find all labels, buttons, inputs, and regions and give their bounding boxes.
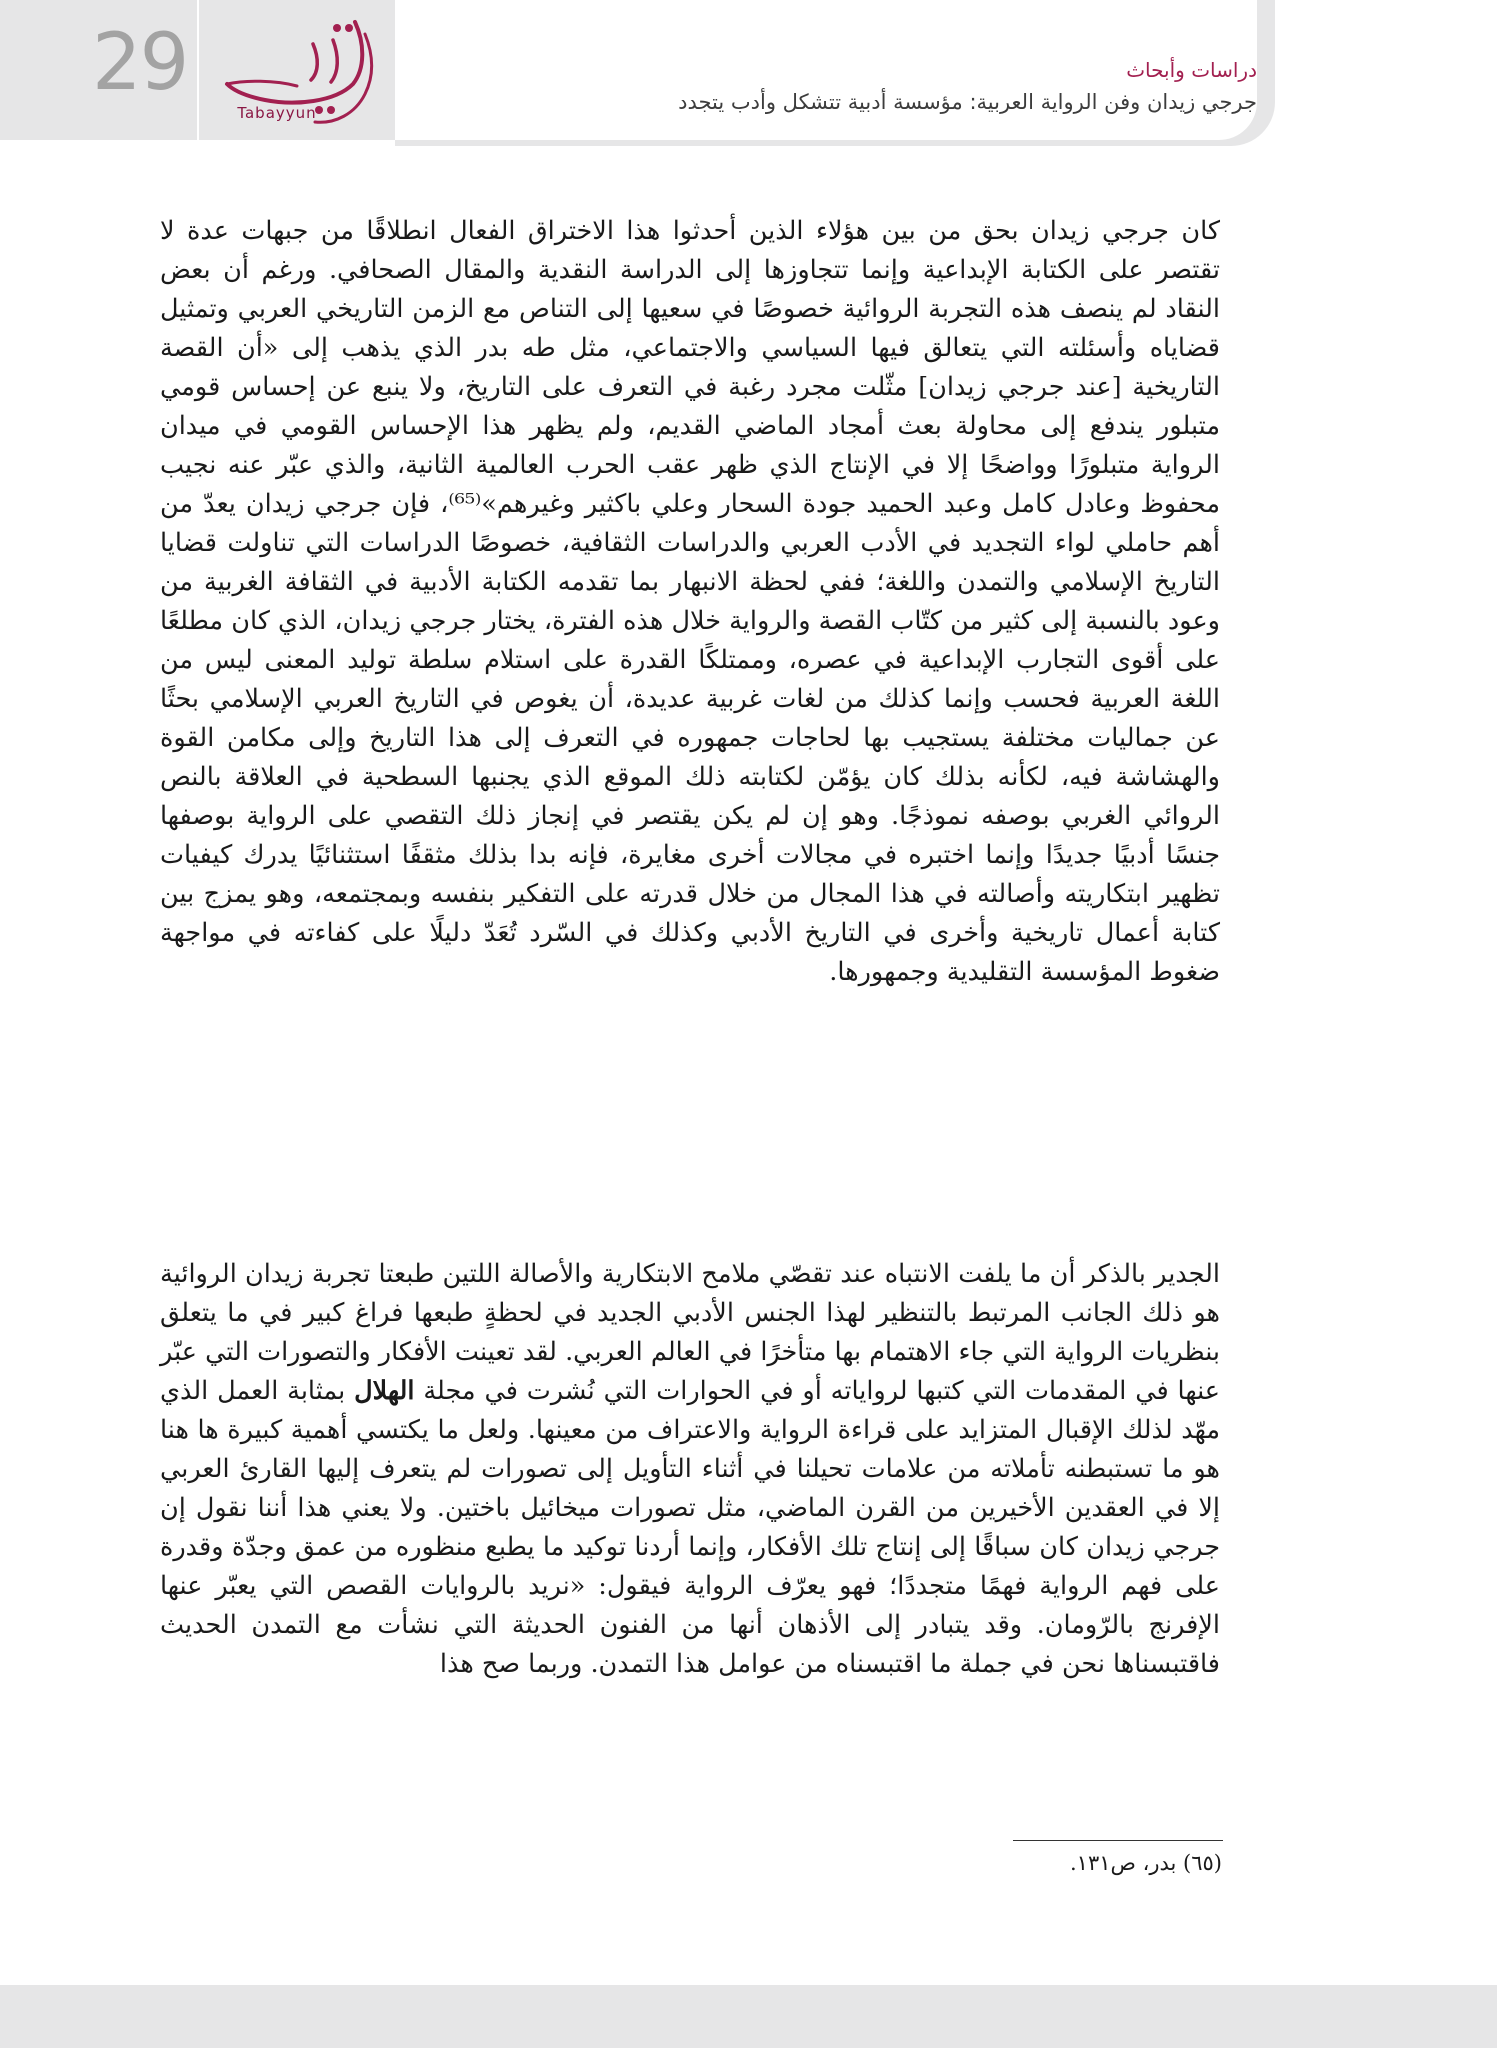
body-paragraph-2	[160, 1255, 1220, 1684]
logo-caption: Tabayyun	[237, 104, 317, 122]
footnote-divider	[1013, 1840, 1223, 1841]
body-paragraph-1: كان جرجي زيدان بحق من بين هؤلاء الذين أحدثوا هذا الاختراق الفعال انطلاقًا من جبهات عدة لا تقتصر على الكتابة الإبداعية وإنما تتجاوزها إلى الدراسة النقدية والمقال الصحافي. ورغم أن بعض النقاد لم ينصف هذه التجربة الروائية خصوصًا في سعيها إلى التناص مع الزمن التاريخي العربي وتمثيل قضاياه وأسئلته التي يتعالق فيها السياسي والاجتماعي، مثل طه بدر الذي يذهب إلى «أن القصة التاريخية [عند جرجي زيدان] مثّلت مجرد رغبة في التعرف على التاريخ، ولا ينبع عن إحساس قومي متبلور يندفع إلى محاولة بعث أمجاد الماضي القديم، ولم يظهر هذا الإحساس القومي في ميدان الرواية متبلورًا وواضحًا إلا في الإنتاج الذي ظهر عقب الحرب العالمية الثانية، والذي عبّر عنه نجيب محفوظ وعادل كامل وعبد الحميد جودة السحار وعلي باكثير وغيرهم»⁽⁶⁵⁾، فإن جرجي زيدان يعدّ من أهم حاملي لواء التجديد في الأدب العربي والدراسات الثقافية، خصوصًا الدراسات التي تناولت قضايا التاريخ الإسلامي والتمدن واللغة؛ ففي لحظة الانبهار بما تقدمه الكتابة الأدبية في الثقافة الغربية من وعود بالنسبة إلى كثير من كتّاب القصة والرواية خلال هذه الفترة، يختار جرجي زيدان، الذي كان مطلعًا على أقوى التجارب الإبداعية في عصره، وممتلكًا القدرة على استلام سلطة توليد المعنى ليس من اللغة العربية فحسب وإنما كذلك من لغات غربية عديدة، أن يغوص في التاريخ العربي الإسلامي بحثًا عن جماليات مختلفة يستجيب بها لحاجات جمهوره في التعرف إلى هذا التاريخ وإلى مكامن القوة والهشاشة فيه، لكأنه بذلك كان يؤمّن لكتابته ذلك الموقع الذي يجنبها السطحية في العلاقة بالنص الروائي الغربي بوصفه نموذجًا. وهو إن لم يكن يقتصر في إنجاز ذلك التقصي على الرواية بوصفها جنسًا أدبيًا جديدًا وإنما اختبره في مجالات أخرى مغايرة، فإنه بدا بذلك مثقفًا استثنائيًا يدرك كيفيات تظهير ابتكاريته وأصالته في هذا المجال من خلال قدرته على التفكير بنفسه وبمجتمعه، وهو يمزج بين كتابة أعمال تاريخية وأخرى في التاريخ الأدبي وكذلك في السّرد تُعَدّ دليلًا على كفاءته في مواجهة ضغوط المؤسسة التقليدية وجمهورها.	[160, 216, 1220, 987]
page-number: 29	[92, 18, 188, 108]
paragraph-2-text-before: الجدير بالذكر أن ما يلفت الانتباه عند تقصّي ملامح الابتكارية والأصالة اللتين طبعتا تجربة زيدان الروائية هو ذلك الجانب المرتبط بالتنظير لهذا الجنس الأدبي الجديد في لحظةٍ طبعها فراغ كبير في ما يتعلق بنظريات الرواية التي جاء الاهتمام بها متأخرًا في العالم العربي. لقد تعينت الأفكار والتصورات التي عبّر عنها في المقدمات التي كتبها لرواياته أو في الحوارات التي نُشرت في مجلة	[160, 1259, 1220, 1406]
magazine-name: الهلال	[354, 1376, 415, 1406]
paragraph-2-text-after: بمثابة العمل الذي مهّد لذلك الإقبال المتزايد على قراءة الرواية والاعتراف من معينها. ولعل ما يكتسي أهمية كبيرة ها هنا هو ما تستبطنه تأملاته من علامات تحيلنا في أثناء التأويل إلى تصورات لم يتعرف إليها القارئ العربي إلا في العقدين الأخيرين من القرن الماضي، مثل تصورات ميخائيل باختين. ولا يعني هذا أننا نقول إن جرجي زيدان كان سباقًا إلى إنتاج تلك الأفكار، وإنما أردنا توكيد ما يطبع منظوره من عمق وجدّة وقدرة على فهم الرواية فهمًا متجددًا؛ فهو يعرّف الرواية فيقول: «نريد بالروايات القصص التي يعبّر عنها الإفرنج بالرّومان. وقد يتبادر إلى الأذهان أنها من الفنون الحديثة التي نشأت مع التمدن الحديث فاقتبسناها نحن في جملة ما اقتبسناه من عوامل هذا التمدن. وربما صح هذا	[160, 1376, 1220, 1679]
footnote-65: (٦٥) بدر، ص١٣١.	[1069, 1851, 1222, 1875]
header-divider	[197, 0, 199, 140]
running-title: جرجي زيدان وفن الرواية العربية: مؤسسة أدبية تتشكل وأدب يتجدد	[678, 90, 1257, 114]
section-label: دراسات وأبحاث	[1126, 58, 1257, 82]
footer-band	[0, 1985, 1497, 2048]
header-brand-panel	[0, 0, 395, 140]
